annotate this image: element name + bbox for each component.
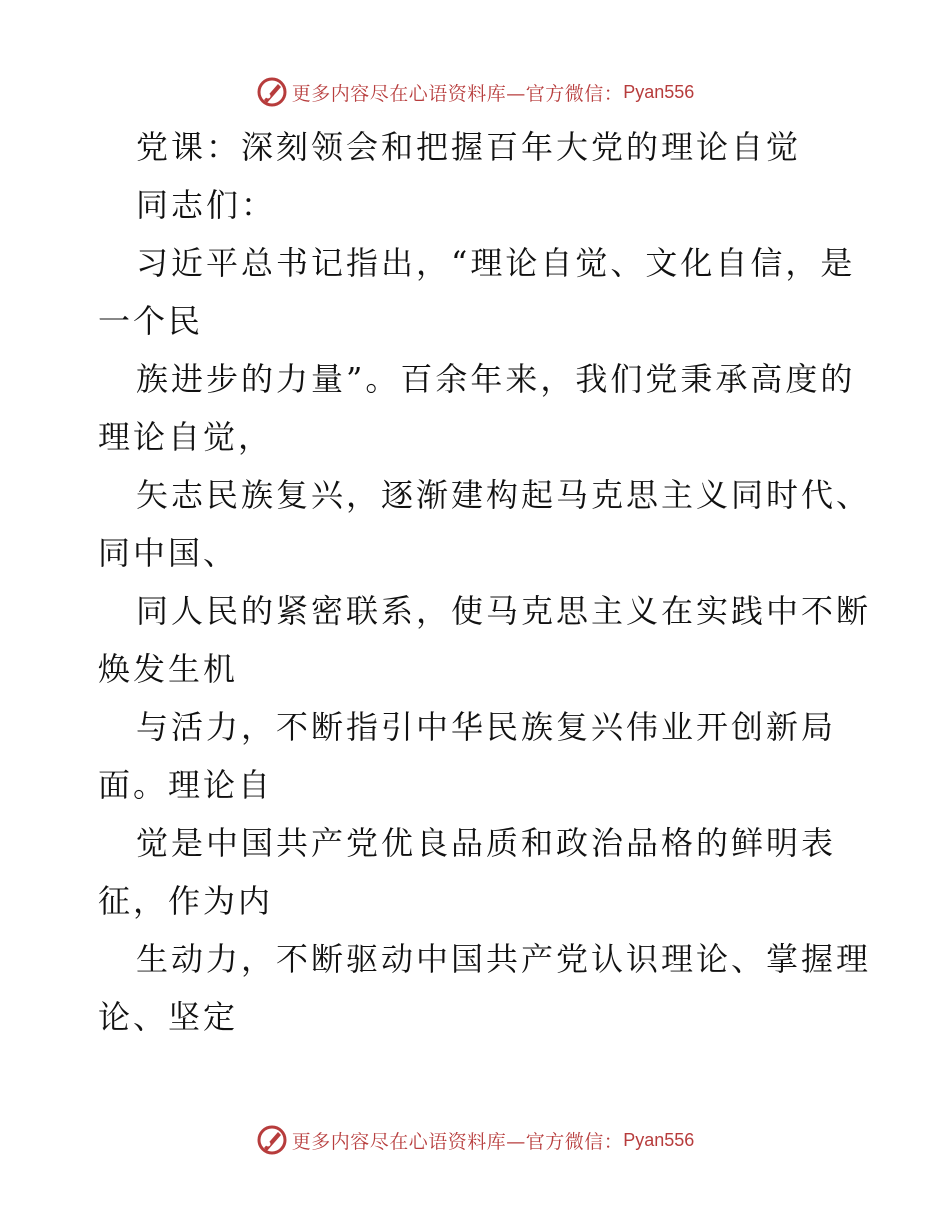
- paragraph-line: 一个民: [98, 302, 204, 340]
- paragraph-line: 觉是中国共产党优良品质和政治品格的鲜明表: [136, 824, 837, 862]
- salutation: 同志们：: [136, 186, 277, 224]
- pen-logo-icon: [256, 76, 288, 108]
- paragraph-line: 同中国、: [98, 534, 239, 572]
- watermark-text: 更多内容尽在心语资料库—官方微信：: [291, 82, 624, 105]
- paragraph-line: 与活力，不断指引中华民族复兴伟业开创新局: [136, 708, 837, 746]
- watermark-wechat-id: Pyan556: [623, 1129, 695, 1150]
- header-watermark: [0, 72, 950, 112]
- paragraph-line: 面。理论自: [98, 766, 274, 804]
- paragraph-line: 征，作为内: [98, 882, 274, 920]
- paragraph-line: 焕发生机: [98, 650, 239, 688]
- paragraph-line: 同人民的紧密联系，使马克思主义在实践中不断: [136, 592, 872, 630]
- footer-watermark: [0, 1120, 950, 1160]
- paragraph-line: 理论自觉，: [98, 418, 274, 456]
- watermark-text: 更多内容尽在心语资料库—官方微信：: [291, 1130, 624, 1153]
- watermark-wechat-id: Pyan556: [623, 81, 695, 102]
- document-title: 党课：深刻领会和把握百年大党的理论自觉: [136, 128, 802, 166]
- paragraph-line: 族进步的力量”。百余年来，我们党秉承高度的: [136, 360, 856, 398]
- pen-logo-icon: [256, 1124, 288, 1156]
- paragraph-line: 习近平总书记指出，“理论自觉、文化自信，是: [136, 244, 856, 282]
- paragraph-line: 矢志民族复兴，逐渐建构起马克思主义同时代、: [136, 476, 872, 514]
- paragraph-line: 生动力，不断驱动中国共产党认识理论、掌握理: [136, 940, 872, 978]
- paragraph-line: 论、坚定: [98, 998, 239, 1036]
